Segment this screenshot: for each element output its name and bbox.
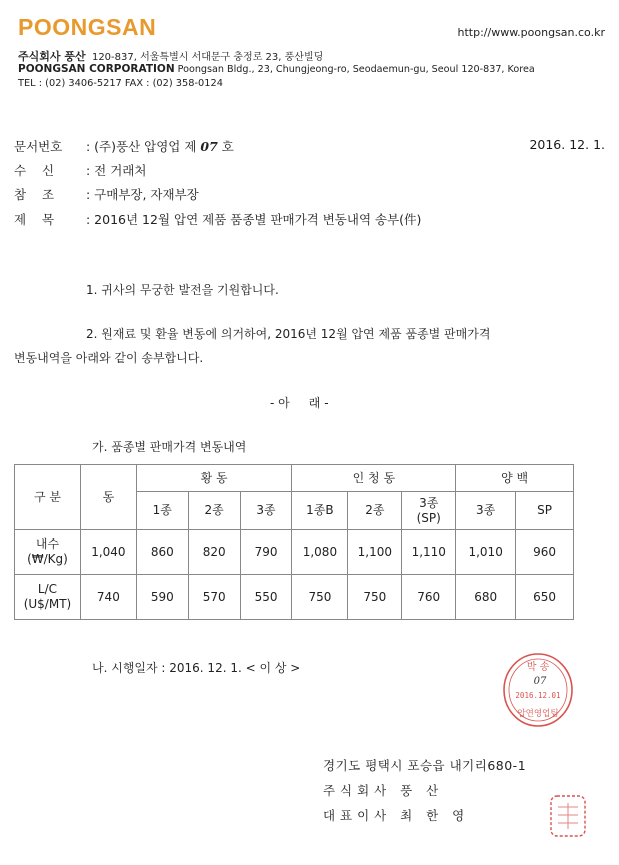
sub-brass-3: 3종 xyxy=(240,492,292,530)
doc-number-value: : (주)풍산 압영업 제 xyxy=(86,139,197,154)
company-logo: POONGSAN xyxy=(18,14,157,40)
cell-value: 760 xyxy=(402,575,456,620)
cell-value: 680 xyxy=(456,575,516,620)
company-korean-address: 120-837, 서울특별시 서대문구 충정로 23, 풍산빌딩 xyxy=(91,52,324,63)
company-url: http://www.poongsan.co.kr xyxy=(457,26,605,39)
sub-phosphor-3sp: 3종 (SP) xyxy=(402,492,456,530)
row-lc-label: L/C (U$/MT) xyxy=(15,575,81,620)
sub-nickel-sp: SP xyxy=(516,492,574,530)
sender-ceo: 대 표 이 사 최 한 영 xyxy=(323,808,465,823)
company-korean-line xyxy=(18,48,323,64)
reference-row xyxy=(14,185,199,203)
cell-value: 750 xyxy=(292,575,348,620)
cell-value: 790 xyxy=(240,530,292,575)
reference-label: 참 조 xyxy=(14,187,55,202)
cell-value: 820 xyxy=(188,530,240,575)
subject-label: 제 목 xyxy=(14,212,55,227)
subject-value: : 2016년 12월 압연 제품 품종별 판매가격 변동내역 송부(件) xyxy=(86,212,422,227)
price-table xyxy=(14,464,574,620)
recipient-label: 수 신 xyxy=(14,163,55,178)
sender-address: 경기도 평택시 포승읍 내기리680-1 xyxy=(323,758,527,773)
doc-number-row xyxy=(14,137,234,155)
doc-date: 2016. 12. 1. xyxy=(529,137,605,152)
paragraph-1: 1. 귀사의 무궁한 발전을 기원합니다. xyxy=(86,283,279,297)
doc-number-label: 문서번호 xyxy=(14,139,63,154)
company-tel-fax: TEL : (02) 3406-5217 FAX : (02) 358-0124 xyxy=(18,78,223,89)
sub-phosphor-2: 2종 xyxy=(348,492,402,530)
recipient-row xyxy=(14,161,146,179)
cell-value: 740 xyxy=(80,575,136,620)
cell-value: 1,010 xyxy=(456,530,516,575)
cell-value: 590 xyxy=(136,575,188,620)
header-brass: 황 동 xyxy=(136,465,292,492)
cell-value: 650 xyxy=(516,575,574,620)
header-copper: 동 xyxy=(80,465,136,530)
cell-value: 860 xyxy=(136,530,188,575)
stamp-date: 2016.12.01 xyxy=(515,691,561,700)
sub-nickel-3: 3종 xyxy=(456,492,516,530)
table-row xyxy=(15,575,574,620)
cell-value: 960 xyxy=(516,530,574,575)
recipient-value: : 전 거래처 xyxy=(86,163,147,178)
doc-number-handwritten: 07 xyxy=(200,139,218,154)
stamp-department: 압연영업팀 xyxy=(517,709,559,719)
dispatch-stamp xyxy=(502,652,574,728)
corporate-seal-icon xyxy=(548,793,588,839)
stamp-number: 07 xyxy=(533,676,547,687)
doc-number-suffix: 호 xyxy=(221,139,234,154)
company-english-address: Poongsan Bldg., 23, Chungjeong-ro, Seodaemun-gu, Seoul 120-837, Korea xyxy=(177,64,535,75)
paragraph-2-line-1: 2. 원재료 및 환율 변동에 의거하여, 2016년 12월 압연 제품 품종별 판매가격 xyxy=(86,327,491,341)
company-korean-name: 주식회사 풍산 xyxy=(18,50,86,63)
header-category: 구 분 xyxy=(15,465,81,530)
cell-value: 1,110 xyxy=(402,530,456,575)
sub-phosphor-1b: 1종B xyxy=(292,492,348,530)
cell-value: 570 xyxy=(188,575,240,620)
section-na-effective-date: 나. 시행일자 : 2016. 12. 1. < 이 상 > xyxy=(92,661,301,675)
cell-value: 750 xyxy=(348,575,402,620)
sender-company: 주 식 회 사 풍 산 xyxy=(323,783,439,798)
cell-value: 550 xyxy=(240,575,292,620)
section-ga-title: 가. 품종별 판매가격 변동내역 xyxy=(92,440,247,454)
below-marker: - 아 래 - xyxy=(270,396,329,410)
sub-brass-1: 1종 xyxy=(136,492,188,530)
header-phosphor-bronze: 인 청 동 xyxy=(292,465,456,492)
header-nickel-silver: 양 백 xyxy=(456,465,574,492)
cell-value: 1,100 xyxy=(348,530,402,575)
cell-value: 1,080 xyxy=(292,530,348,575)
paragraph-2-line-2: 변동내역을 아래와 같이 송부합니다. xyxy=(14,351,204,365)
row-domestic-label: 내수 (₩/Kg) xyxy=(15,530,81,575)
stamp-title: 박 송 xyxy=(526,662,550,673)
company-english-name: POONGSAN CORPORATION xyxy=(18,63,175,75)
table-row xyxy=(15,530,574,575)
reference-value: : 구매부장, 자재부장 xyxy=(86,187,199,202)
sub-brass-2: 2종 xyxy=(188,492,240,530)
cell-value: 1,040 xyxy=(80,530,136,575)
company-english-line xyxy=(18,63,535,75)
subject-row xyxy=(14,210,421,228)
